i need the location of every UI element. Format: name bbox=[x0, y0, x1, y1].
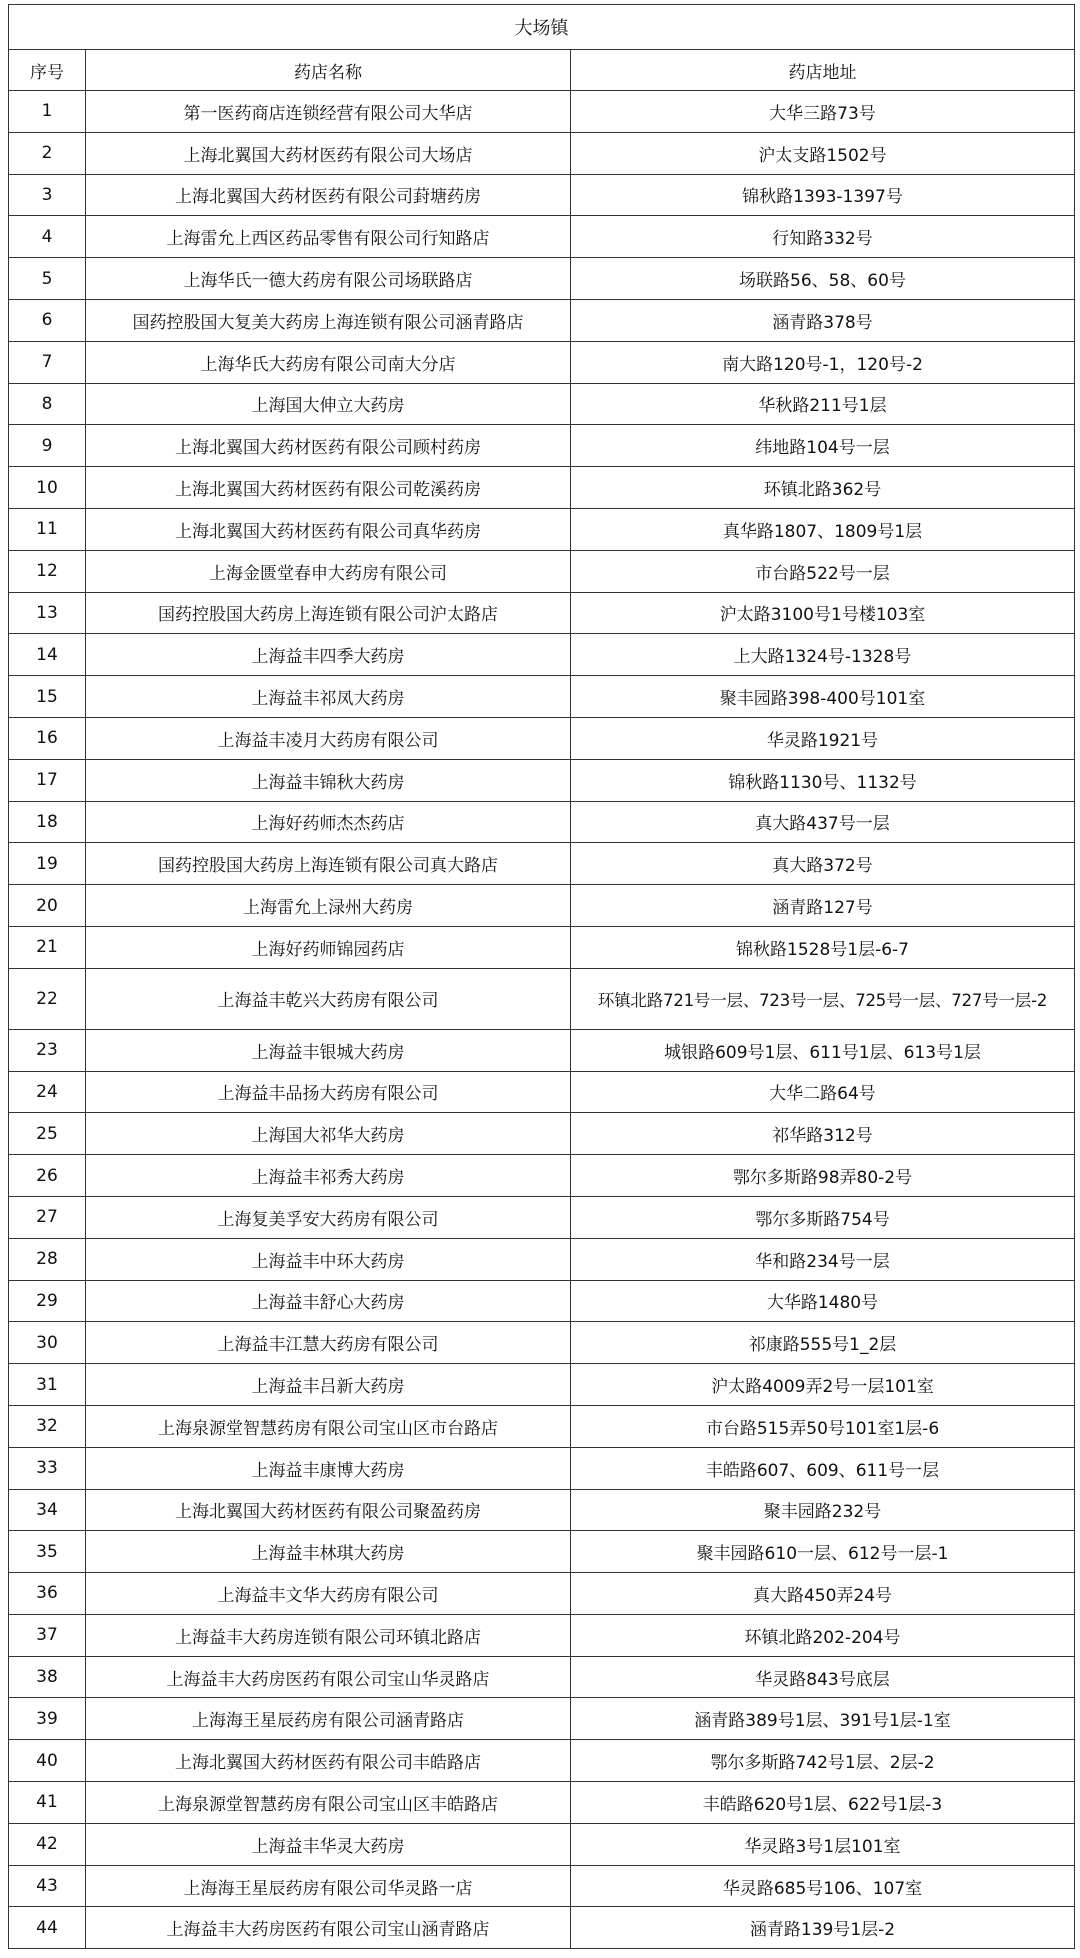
cell-pharmacy-address: 聚丰园路398-400号101室 bbox=[571, 676, 1075, 718]
cell-index: 10 bbox=[9, 467, 86, 509]
cell-pharmacy-name: 上海北翼国大药材医药有限公司丰皓路店 bbox=[86, 1740, 571, 1782]
cell-pharmacy-name: 上海益丰大药房医药有限公司宝山涵青路店 bbox=[86, 1907, 571, 1949]
cell-pharmacy-address: 锦秋路1528号1层-6-7 bbox=[571, 926, 1075, 968]
cell-pharmacy-name: 上海北翼国大药材医药有限公司聚盈药房 bbox=[86, 1489, 571, 1531]
cell-pharmacy-name: 上海益丰银城大药房 bbox=[86, 1029, 571, 1071]
table-row bbox=[9, 425, 1075, 467]
cell-index: 39 bbox=[9, 1698, 86, 1740]
table-row bbox=[9, 1782, 1075, 1824]
cell-index: 6 bbox=[9, 299, 86, 341]
table-row bbox=[9, 801, 1075, 843]
cell-pharmacy-name: 上海益丰凌月大药房有限公司 bbox=[86, 717, 571, 759]
cell-pharmacy-address: 鄂尔多斯路98弄80-2号 bbox=[571, 1155, 1075, 1197]
cell-pharmacy-address: 丰皓路620号1层、622号1层-3 bbox=[571, 1782, 1075, 1824]
table-row bbox=[9, 1489, 1075, 1531]
cell-index: 37 bbox=[9, 1614, 86, 1656]
table-row bbox=[9, 592, 1075, 634]
cell-pharmacy-address: 华灵路685号106、107室 bbox=[571, 1865, 1075, 1907]
cell-pharmacy-address: 聚丰园路232号 bbox=[571, 1489, 1075, 1531]
cell-pharmacy-address: 华和路234号一层 bbox=[571, 1238, 1075, 1280]
cell-index: 24 bbox=[9, 1071, 86, 1113]
cell-pharmacy-name: 上海益丰祁凤大药房 bbox=[86, 676, 571, 718]
table-row bbox=[9, 216, 1075, 258]
cell-pharmacy-address: 涵青路139号1层-2 bbox=[571, 1907, 1075, 1949]
table-row bbox=[9, 1531, 1075, 1573]
pharmacy-document bbox=[8, 4, 1074, 1949]
cell-index: 29 bbox=[9, 1280, 86, 1322]
cell-index: 8 bbox=[9, 383, 86, 425]
cell-index: 42 bbox=[9, 1823, 86, 1865]
table-row bbox=[9, 91, 1075, 133]
cell-pharmacy-address: 真大路372号 bbox=[571, 843, 1075, 885]
cell-pharmacy-name: 上海金匮堂春申大药房有限公司 bbox=[86, 550, 571, 592]
table-row bbox=[9, 383, 1075, 425]
cell-pharmacy-address: 祁康路555号1_2层 bbox=[571, 1322, 1075, 1364]
cell-pharmacy-name: 上海海王星辰药房有限公司华灵路一店 bbox=[86, 1865, 571, 1907]
cell-pharmacy-name: 国药控股国大药房上海连锁有限公司真大路店 bbox=[86, 843, 571, 885]
cell-pharmacy-name: 上海益丰四季大药房 bbox=[86, 634, 571, 676]
cell-pharmacy-name: 上海好药师锦园药店 bbox=[86, 926, 571, 968]
table-row bbox=[9, 1573, 1075, 1615]
table-row bbox=[9, 1280, 1075, 1322]
cell-pharmacy-name: 国药控股国大药房上海连锁有限公司沪太路店 bbox=[86, 592, 571, 634]
cell-pharmacy-address: 真华路1807、1809号1层 bbox=[571, 508, 1075, 550]
table-row bbox=[9, 467, 1075, 509]
cell-index: 17 bbox=[9, 759, 86, 801]
table-row bbox=[9, 174, 1075, 216]
cell-pharmacy-address: 聚丰园路610一层、612号一层-1 bbox=[571, 1531, 1075, 1573]
cell-pharmacy-name: 上海益丰大药房医药有限公司宝山华灵路店 bbox=[86, 1656, 571, 1698]
cell-index: 36 bbox=[9, 1573, 86, 1615]
cell-pharmacy-address: 环镇北路202-204号 bbox=[571, 1614, 1075, 1656]
cell-index: 32 bbox=[9, 1405, 86, 1447]
cell-pharmacy-address: 环镇北路721号一层、723号一层、725号一层、727号一层-2 bbox=[571, 968, 1075, 1029]
cell-pharmacy-name: 上海益丰锦秋大药房 bbox=[86, 759, 571, 801]
table-row bbox=[9, 508, 1075, 550]
cell-pharmacy-name: 上海益丰华灵大药房 bbox=[86, 1823, 571, 1865]
table-row bbox=[9, 550, 1075, 592]
column-header-address: 药店地址 bbox=[571, 50, 1075, 91]
cell-index: 22 bbox=[9, 968, 86, 1029]
cell-index: 40 bbox=[9, 1740, 86, 1782]
table-row bbox=[9, 1322, 1075, 1364]
cell-pharmacy-name: 上海国大祁华大药房 bbox=[86, 1113, 571, 1155]
table-row bbox=[9, 926, 1075, 968]
cell-index: 30 bbox=[9, 1322, 86, 1364]
table-row bbox=[9, 1907, 1075, 1949]
cell-pharmacy-address: 祁华路312号 bbox=[571, 1113, 1075, 1155]
cell-index: 5 bbox=[9, 258, 86, 300]
cell-index: 14 bbox=[9, 634, 86, 676]
cell-pharmacy-address: 真大路437号一层 bbox=[571, 801, 1075, 843]
cell-index: 35 bbox=[9, 1531, 86, 1573]
table-row bbox=[9, 258, 1075, 300]
cell-index: 25 bbox=[9, 1113, 86, 1155]
cell-index: 31 bbox=[9, 1364, 86, 1406]
table-header-row bbox=[9, 50, 1075, 91]
table-body bbox=[9, 91, 1075, 1949]
cell-pharmacy-name: 上海华氏一德大药房有限公司场联路店 bbox=[86, 258, 571, 300]
cell-pharmacy-address: 上大路1324号-1328号 bbox=[571, 634, 1075, 676]
table-row bbox=[9, 341, 1075, 383]
cell-pharmacy-name: 上海华氏大药房有限公司南大分店 bbox=[86, 341, 571, 383]
cell-index: 19 bbox=[9, 843, 86, 885]
cell-pharmacy-address: 涵青路127号 bbox=[571, 885, 1075, 927]
cell-pharmacy-name: 国药控股国大复美大药房上海连锁有限公司涵青路店 bbox=[86, 299, 571, 341]
cell-pharmacy-name: 上海雷允上西区药品零售有限公司行知路店 bbox=[86, 216, 571, 258]
cell-index: 7 bbox=[9, 341, 86, 383]
cell-pharmacy-name: 上海泉源堂智慧药房有限公司宝山区市台路店 bbox=[86, 1405, 571, 1447]
cell-pharmacy-name: 上海益丰舒心大药房 bbox=[86, 1280, 571, 1322]
cell-pharmacy-address: 鄂尔多斯路742号1层、2层-2 bbox=[571, 1740, 1075, 1782]
cell-index: 38 bbox=[9, 1656, 86, 1698]
table-row bbox=[9, 676, 1075, 718]
cell-pharmacy-name: 第一医药商店连锁经营有限公司大华店 bbox=[86, 91, 571, 133]
table-row bbox=[9, 885, 1075, 927]
cell-index: 15 bbox=[9, 676, 86, 718]
cell-index: 4 bbox=[9, 216, 86, 258]
cell-pharmacy-address: 鄂尔多斯路754号 bbox=[571, 1196, 1075, 1238]
cell-pharmacy-name: 上海雷允上渌州大药房 bbox=[86, 885, 571, 927]
table-row bbox=[9, 1364, 1075, 1406]
cell-index: 27 bbox=[9, 1196, 86, 1238]
table-row bbox=[9, 299, 1075, 341]
cell-index: 12 bbox=[9, 550, 86, 592]
cell-pharmacy-name: 上海益丰品扬大药房有限公司 bbox=[86, 1071, 571, 1113]
cell-index: 28 bbox=[9, 1238, 86, 1280]
column-header-index: 序号 bbox=[9, 50, 86, 91]
cell-pharmacy-address: 涵青路389号1层、391号1层-1室 bbox=[571, 1698, 1075, 1740]
cell-pharmacy-address: 市台路515弄50号101室1层-6 bbox=[571, 1405, 1075, 1447]
cell-index: 41 bbox=[9, 1782, 86, 1824]
cell-pharmacy-name: 上海好药师杰杰药店 bbox=[86, 801, 571, 843]
cell-pharmacy-name: 上海益丰江慧大药房有限公司 bbox=[86, 1322, 571, 1364]
cell-pharmacy-name: 上海海王星辰药房有限公司涵青路店 bbox=[86, 1698, 571, 1740]
table-row bbox=[9, 634, 1075, 676]
cell-pharmacy-name: 上海北翼国大药材医药有限公司大场店 bbox=[86, 132, 571, 174]
cell-pharmacy-address: 场联路56、58、60号 bbox=[571, 258, 1075, 300]
cell-pharmacy-address: 真大路450弄24号 bbox=[571, 1573, 1075, 1615]
table-row bbox=[9, 1865, 1075, 1907]
cell-index: 20 bbox=[9, 885, 86, 927]
cell-pharmacy-name: 上海益丰乾兴大药房有限公司 bbox=[86, 968, 571, 1029]
cell-pharmacy-name: 上海北翼国大药材医药有限公司乾溪药房 bbox=[86, 467, 571, 509]
table-row bbox=[9, 1405, 1075, 1447]
cell-index: 9 bbox=[9, 425, 86, 467]
cell-pharmacy-address: 华秋路211号1层 bbox=[571, 383, 1075, 425]
cell-index: 13 bbox=[9, 592, 86, 634]
table-row bbox=[9, 1238, 1075, 1280]
cell-pharmacy-name: 上海国大伸立大药房 bbox=[86, 383, 571, 425]
cell-pharmacy-name: 上海益丰康博大药房 bbox=[86, 1447, 571, 1489]
column-header-name: 药店名称 bbox=[86, 50, 571, 91]
table-row bbox=[9, 1071, 1075, 1113]
cell-pharmacy-address: 大华路1480号 bbox=[571, 1280, 1075, 1322]
cell-index: 16 bbox=[9, 717, 86, 759]
cell-index: 34 bbox=[9, 1489, 86, 1531]
table-row bbox=[9, 1740, 1075, 1782]
table-row bbox=[9, 1698, 1075, 1740]
cell-pharmacy-address: 华灵路843号底层 bbox=[571, 1656, 1075, 1698]
table-row bbox=[9, 968, 1075, 1029]
cell-index: 21 bbox=[9, 926, 86, 968]
cell-pharmacy-address: 纬地路104号一层 bbox=[571, 425, 1075, 467]
table-row bbox=[9, 1155, 1075, 1197]
cell-index: 33 bbox=[9, 1447, 86, 1489]
cell-pharmacy-name: 上海益丰文华大药房有限公司 bbox=[86, 1573, 571, 1615]
table-row bbox=[9, 1113, 1075, 1155]
cell-pharmacy-name: 上海泉源堂智慧药房有限公司宝山区丰皓路店 bbox=[86, 1782, 571, 1824]
cell-index: 18 bbox=[9, 801, 86, 843]
cell-index: 44 bbox=[9, 1907, 86, 1949]
cell-pharmacy-address: 沪太支路1502号 bbox=[571, 132, 1075, 174]
cell-pharmacy-address: 华灵路1921号 bbox=[571, 717, 1075, 759]
table-row bbox=[9, 717, 1075, 759]
cell-pharmacy-address: 大华二路64号 bbox=[571, 1071, 1075, 1113]
cell-index: 1 bbox=[9, 91, 86, 133]
cell-pharmacy-name: 上海复美孚安大药房有限公司 bbox=[86, 1196, 571, 1238]
cell-pharmacy-address: 华灵路3号1层101室 bbox=[571, 1823, 1075, 1865]
cell-pharmacy-name: 上海益丰祁秀大药房 bbox=[86, 1155, 571, 1197]
cell-pharmacy-name: 上海北翼国大药材医药有限公司真华药房 bbox=[86, 508, 571, 550]
cell-pharmacy-address: 南大路120号-1，120号-2 bbox=[571, 341, 1075, 383]
cell-pharmacy-address: 沪太路4009弄2号一层101室 bbox=[571, 1364, 1075, 1406]
cell-pharmacy-address: 涵青路378号 bbox=[571, 299, 1075, 341]
cell-pharmacy-address: 沪太路3100号1号楼103室 bbox=[571, 592, 1075, 634]
table-row bbox=[9, 1823, 1075, 1865]
table-row bbox=[9, 1656, 1075, 1698]
cell-pharmacy-address: 城银路609号1层、611号1层、613号1层 bbox=[571, 1029, 1075, 1071]
cell-pharmacy-address: 丰皓路607、609、611号一层 bbox=[571, 1447, 1075, 1489]
table-title-row bbox=[9, 5, 1075, 50]
cell-pharmacy-address: 锦秋路1130号、1132号 bbox=[571, 759, 1075, 801]
cell-index: 2 bbox=[9, 132, 86, 174]
table-row bbox=[9, 132, 1075, 174]
cell-pharmacy-name: 上海益丰林琪大药房 bbox=[86, 1531, 571, 1573]
cell-index: 23 bbox=[9, 1029, 86, 1071]
cell-pharmacy-address: 大华三路73号 bbox=[571, 91, 1075, 133]
cell-index: 3 bbox=[9, 174, 86, 216]
cell-pharmacy-name: 上海北翼国大药材医药有限公司顾村药房 bbox=[86, 425, 571, 467]
cell-pharmacy-name: 上海益丰大药房连锁有限公司环镇北路店 bbox=[86, 1614, 571, 1656]
table-title: 大场镇 bbox=[9, 5, 1075, 50]
table-row bbox=[9, 759, 1075, 801]
pharmacy-table bbox=[8, 4, 1075, 1949]
table-row bbox=[9, 843, 1075, 885]
cell-index: 11 bbox=[9, 508, 86, 550]
table-row bbox=[9, 1614, 1075, 1656]
cell-pharmacy-address: 锦秋路1393-1397号 bbox=[571, 174, 1075, 216]
cell-index: 26 bbox=[9, 1155, 86, 1197]
table-row bbox=[9, 1447, 1075, 1489]
cell-pharmacy-address: 环镇北路362号 bbox=[571, 467, 1075, 509]
table-row bbox=[9, 1196, 1075, 1238]
cell-pharmacy-address: 市台路522号一层 bbox=[571, 550, 1075, 592]
table-row bbox=[9, 1029, 1075, 1071]
cell-pharmacy-name: 上海北翼国大药材医药有限公司葑塘药房 bbox=[86, 174, 571, 216]
cell-pharmacy-name: 上海益丰吕新大药房 bbox=[86, 1364, 571, 1406]
cell-index: 43 bbox=[9, 1865, 86, 1907]
cell-pharmacy-name: 上海益丰中环大药房 bbox=[86, 1238, 571, 1280]
cell-pharmacy-address: 行知路332号 bbox=[571, 216, 1075, 258]
